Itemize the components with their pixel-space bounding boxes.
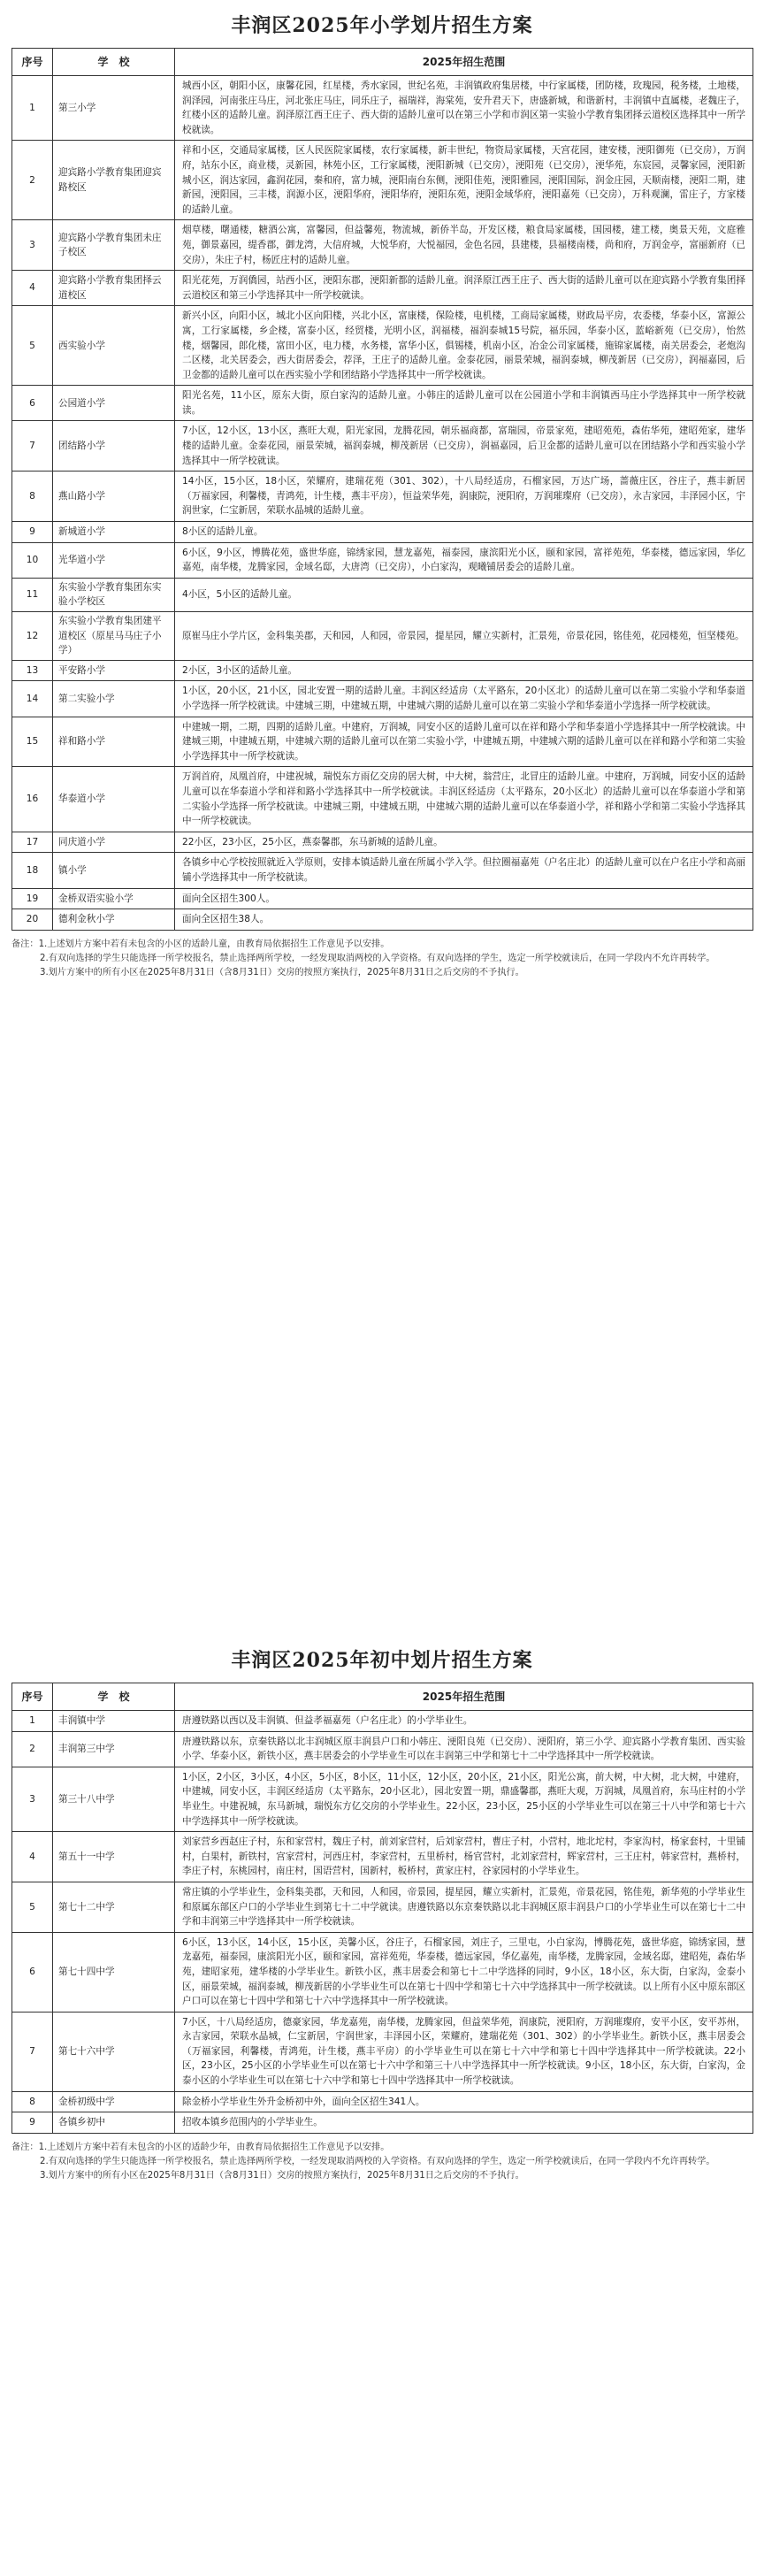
table-row xyxy=(12,578,753,611)
school-name: 新城道小学 xyxy=(53,522,175,543)
school-name: 平安路小学 xyxy=(53,660,175,681)
table-row xyxy=(12,2012,753,2091)
enrollment-range: 4小区，5小区的适龄儿童。 xyxy=(175,578,753,611)
row-number: 8 xyxy=(12,2091,53,2112)
school-name: 公园道小学 xyxy=(53,386,175,421)
enrollment-range: 招收本镇乡范围内的小学毕业生。 xyxy=(175,2112,753,2134)
school-name: 第三小学 xyxy=(53,76,175,141)
row-number: 2 xyxy=(12,141,53,220)
enrollment-range: 城西小区，朝阳小区，康馨花园，红星楼，秀水家园，世纪名苑，丰润镇政府集居楼，中行家属楼，团防楼，玫瑰园，税务楼，土地楼，润泽园，河南张庄马庄，河北张庄马庄，同乐庄子，福瑞祥，海棠苑，安升君天下，唐盛新城，和谐新村，丰润镇中直属楼，老魏庄子，红楼小区的适龄儿童。润泽原江西王庄子、西大街的适龄儿童可以在第三小学和市润区第一实验小学教育集团择云道校区选择其中一所学校就读。 xyxy=(175,76,753,141)
enrollment-range: 1小区，2小区，3小区，4小区，5小区，8小区，11小区，12小区，20小区，21小区，阳光公寓，前大树，中大树，北大树，中建府，中建城，同安小区，丰润区经适房（太平路东，20小区北），园北安置一期，鼎盛馨郡，燕旺大观，万润城，凤凰首府，东马庄村的小学毕业生。中建祝城，东马新城，瑞悦东方亿交房的小学毕业生。22小区，23小区，25小区的小学毕业生可以在第三十八中学和第七十六中学选择其中一所学校就读。 xyxy=(175,1767,753,1831)
row-number: 5 xyxy=(12,306,53,386)
table-row xyxy=(12,421,753,472)
table-row xyxy=(12,1932,753,2012)
table-row xyxy=(12,832,753,853)
row-number: 16 xyxy=(12,767,53,832)
school-name: 第二实验小学 xyxy=(53,681,175,717)
note-label: 备注： xyxy=(11,2142,39,2152)
table-row xyxy=(12,1711,753,1732)
school-name: 金桥初级中学 xyxy=(53,2091,175,2112)
table-row xyxy=(12,1882,753,1932)
enrollment-range: 6小区，13小区，14小区，15小区，美馨小区，谷庄子，石榴家园，刘庄子，三里屯，小白家沟，博腾花苑，盛世华庭，锦绣家园，慧龙嘉苑，福泰园，康滨阳光小区，颐和家园，富祥苑苑，华泰楼，德远家园，华亿嘉苑，南华楼，龙腾家园，金域名邸，建昭苑，森佑华苑，建昭家苑，建华楼的小学毕业生。新铁小区，燕丰居委会和第七十二中学选择的同时，9小区，18小区，东大街，白家沟，金泰小区，丽景荣城，福润泰城，柳茂新居的小学毕业生可以在第七十四中学和第七十六中学选择其中一所学校就读。以上所有小区中原东部区户口可以在第七十四中学和第七十六中学选择其中一所学校就读。 xyxy=(175,1932,753,2012)
table-row xyxy=(12,1731,753,1767)
enrollment-range: 万润首府，凤凰首府，中建祝城，瑞悦东方雨亿交房的居大树，中大树，翁营庄，北冒庄的适龄儿童。中建府，万润城，同安小区的适龄儿童可以在华泰道小学和祥和路小学选择其中一所学校就读。丰润区经适房（太平路东，20小区北）的适龄儿童可以在华泰道小学和第二实验小学选择一所学校就读。中建城三期，中建城五期，中建城六期的适龄儿童可以在华泰道小学，祥和路小学和第二实验小学选择其中一所学校就读。 xyxy=(175,767,753,832)
enrollment-range: 阳光花苑，万润僑园，站西小区，浭阳东郡，浭阳新都的适龄儿童。润泽原江西王庄子、西大街的适龄儿童可以在迎宾路小学教育集团择云道校区和第三小学选择其中一所学校就读。 xyxy=(175,271,753,306)
table-row xyxy=(12,522,753,543)
table-row xyxy=(12,306,753,386)
table-row xyxy=(12,472,753,522)
note-text: 1.上述划片方案中若有未包含的小区的适龄少年，由教育局依据招生工作意见予以安排。 xyxy=(38,2142,390,2152)
header-school: 学 校 xyxy=(53,1683,175,1711)
table-row xyxy=(12,612,753,661)
table-row xyxy=(12,1767,753,1831)
school-name: 迎宾路小学教育集团未庄子校区 xyxy=(53,220,175,271)
school-name: 各镇乡初中 xyxy=(53,2112,175,2134)
enrollment-range: 各镇乡中心学校按照就近入学原则，安排本镇适龄儿童在所属小学入学。但拉圈福嘉苑（户名庄北）的适龄儿童可以在户名庄小学和高丽铺小学选择其中一所学校就读。 xyxy=(175,853,753,888)
table-row xyxy=(12,767,753,832)
enrollment-range: 中建城一期，二期，四期的适龄儿童。中建府，万润城，同安小区的适龄儿童可以在祥和路小学和华泰道小学选择其中一所学校就读。中建城三期，中建城五期，中建城六期的适龄儿童可以在第二实验小学，中建城五期，中建城六期的适龄儿童可以在祥和路小学和第二实验小学选择其中一所学校就读。 xyxy=(175,717,753,767)
school-name: 西实验小学 xyxy=(53,306,175,386)
note-line xyxy=(11,2155,753,2169)
middle-notes xyxy=(11,2141,753,2183)
enrollment-range: 烟草楼，曙通楼，糖酒公寓，富馨园，但益馨苑，物流城，新侨半岛，开发区楼，粮食局家属楼，国园楼，建工楼，奥景天苑，文庭雅苑，御景嘉园，缇香郡，御龙湾，大信府城，大悦华府，大悦福园，金色名园，县建楼，县福楼南楼，尚和府，万润金亭，富丽新府（已交房），朱庄子村，杨匠庄村的适龄儿童。 xyxy=(175,220,753,271)
row-number: 2 xyxy=(12,1731,53,1767)
row-number: 8 xyxy=(12,472,53,522)
note-line xyxy=(11,966,753,980)
row-number: 7 xyxy=(12,421,53,472)
header-no: 序号 xyxy=(12,1683,53,1711)
note-label: 备注： xyxy=(11,939,39,949)
middle-table xyxy=(11,1683,753,2134)
row-number: 18 xyxy=(12,853,53,888)
primary-notes xyxy=(11,938,753,980)
note-text: 3.划片方案中的所有小区在2025年8月31日（含8月31日）交房的按照方案执行，2025年8月31日之后交房的不予执行。 xyxy=(40,2170,524,2181)
row-number: 6 xyxy=(12,386,53,421)
row-number: 19 xyxy=(12,888,53,909)
enrollment-range: 7小区，12小区，13小区，燕旺大观，阳光家园，龙腾花园，朝乐福商都，富瑞园，帝景家苑，建昭苑苑，森佑华苑，建昭苑家，建华楼的适龄儿童。金泰花园，丽景荣城，福润泰城，柳茂新居（已交房），润福嘉园，后卫金都的适龄儿童可以在团结路小学和西实验小学选择其中一所学校就读。 xyxy=(175,421,753,472)
primary-table xyxy=(11,48,753,931)
row-number: 12 xyxy=(12,612,53,661)
row-number: 3 xyxy=(12,220,53,271)
table-row xyxy=(12,141,753,220)
row-number: 6 xyxy=(12,1932,53,2012)
note-text: 1.上述划片方案中若有未包含的小区的适龄儿童，由教育局依据招生工作意见予以安排。 xyxy=(38,939,390,949)
note-text: 2.有双向选择的学生只能选择一所学校报名，禁止选择两所学校，一经发现取消两校的入学资格。有双向选择的学生，选定一所学校就读后，在同一学段内不允许再转学。 xyxy=(40,2156,715,2166)
school-name: 燕山路小学 xyxy=(53,472,175,522)
middle-school-section xyxy=(0,1647,764,2183)
table-row xyxy=(12,2091,753,2112)
row-number: 17 xyxy=(12,832,53,853)
enrollment-range: 8小区的适龄儿童。 xyxy=(175,522,753,543)
table-row xyxy=(12,2112,753,2134)
header-range: 2025年招生范围 xyxy=(175,1683,753,1711)
row-number: 1 xyxy=(12,76,53,141)
table-header-row xyxy=(12,1683,753,1711)
enrollment-range: 阳光名苑，11小区，原东大街，原白家沟的适龄儿童。小韩庄的适龄儿童可以在公园道小学和丰润镇西马庄小学选择其中一所学校就读。 xyxy=(175,386,753,421)
note-text: 3.划片方案中的所有小区在2025年8月31日（含8月31日）交房的按照方案执行，2025年8月31日之后交房的不予执行。 xyxy=(40,967,524,978)
row-number: 15 xyxy=(12,717,53,767)
table-row xyxy=(12,681,753,717)
enrollment-range: 6小区，9小区，博腾花苑，盛世华庭，锦绣家园，慧龙嘉苑，福泰园，康滨阳光小区，颐和家园，富祥苑苑，华泰楼，德远家园，华亿嘉苑，南华楼，龙腾家园，金域名邸，大唐湾（已交房），小白家沟，观曦铺居委会的适龄儿童。 xyxy=(175,542,753,578)
table-row xyxy=(12,888,753,909)
enrollment-range: 面向全区招生300人。 xyxy=(175,888,753,909)
table-row xyxy=(12,542,753,578)
enrollment-range: 唐遵铁路以西以及丰润镇、但益孝福嘉苑（户名庄北）的小学毕业生。 xyxy=(175,1711,753,1732)
enrollment-range: 14小区，15小区，18小区，荣耀府，建瑞花苑（301、302），十八局经适房，石榴家园，万达广场，蔷薇庄区，谷庄子，燕丰新居（万福家园，利馨楼，青鸿苑，计生楼，燕丰平房），恒益荣华苑，润康院，浭阳府，万润璀璨府（已交房），永吉家园，丰泽园小区，宇润世家，仁宝新居，荣联水晶城的适龄儿童。 xyxy=(175,472,753,522)
header-range: 2025年招生范围 xyxy=(175,49,753,76)
table-row xyxy=(12,660,753,681)
school-name: 第五十一中学 xyxy=(53,1832,175,1882)
table-row xyxy=(12,1832,753,1882)
school-name: 第七十六中学 xyxy=(53,2012,175,2091)
school-name: 丰润镇中学 xyxy=(53,1711,175,1732)
school-name: 东实验小学教育集团东实验小学校区 xyxy=(53,578,175,611)
table-row xyxy=(12,271,753,306)
header-school: 学 校 xyxy=(53,49,175,76)
enrollment-range: 新兴小区，向阳小区，城北小区向阳楼，兴北小区，富康楼，保险楼，电机楼，工商局家属楼，财政局平房，农委楼，华泰小区，富源公寓，工行家属楼，乡企楼，富泰小区，经贸楼，光明小区，润福楼，福润泰城15号院，福乐园，华泰小区，蓝峪新苑（已交房），怡然楼，烟馨园，郎化楼，富田小区，电力楼，水务楼，富华小区，俱锡楼，机南小区，冶金公司家属楼，施锦家属楼，南关居委会，老炮沟二区楼，北关居委会，西大街居委会，荐泽，王庄子的适龄儿童。金泰花园，丽景荣城，福润泰城，柳茂新居（已交房），润福嘉园，后卫金都的适龄儿童可以在西实验小学和团结路小学选择其中一所学校就读。 xyxy=(175,306,753,386)
enrollment-range: 唐遵铁路以东，京秦铁路以北丰润城区原丰润县户口和小韩庄、浭阳良苑（已交房）、浭阳府，第三小学、迎宾路小学教育集团、西实验小学、华泰小区，新铁小区，燕丰居委会的小学毕业生可以在丰润第三中学和第七十二中学选择其中一所学校就读。 xyxy=(175,1731,753,1767)
row-number: 20 xyxy=(12,909,53,931)
row-number: 3 xyxy=(12,1767,53,1831)
table-row xyxy=(12,220,753,271)
enrollment-range: 面向全区招生38人。 xyxy=(175,909,753,931)
school-name: 迎宾路小学教育集团迎宾路校区 xyxy=(53,141,175,220)
row-number: 9 xyxy=(12,522,53,543)
enrollment-range: 7小区，十八局经适房，德豪家园，华龙嘉苑，南华楼，龙腾家园，但益荣华苑，润康院，浭阳府，万润璀璨府，安平小区，安平苏州，永吉家园，荣联水晶城，仁宝新居，宇润世家，丰泽园小区，荣耀府，建瑞花苑（301、302）的小学毕业生。新铁小区，燕丰居委会（万福家园，利馨楼，青鸿苑，计生楼，燕丰平房）的小学毕业生可以在第七十六中学和第七十四中学选择其中一所学校就读。22小区，23小区，25小区的小学毕业生可以在第七十六中学和第三十八中学选择其中一所学校就读。9小区，18小区，东大街，白家沟，金泰小区的小学毕业生可以在第七十六中学和第七十四中学选择其中一所学校就读。 xyxy=(175,2012,753,2091)
table-row xyxy=(12,76,753,141)
row-number: 10 xyxy=(12,542,53,578)
school-name: 团结路小学 xyxy=(53,421,175,472)
row-number: 4 xyxy=(12,271,53,306)
row-number: 9 xyxy=(12,2112,53,2134)
row-number: 5 xyxy=(12,1882,53,1932)
note-line xyxy=(11,2169,753,2183)
row-number: 14 xyxy=(12,681,53,717)
enrollment-range: 22小区，23小区，25小区，燕泰馨郡，东马新城的适龄儿童。 xyxy=(175,832,753,853)
row-number: 11 xyxy=(12,578,53,611)
enrollment-range: 常庄镇的小学毕业生，金科集美郡，天和园，人和园，帝景园，提星园，耀立实新村，汇景苑，帝景花园，铭佳苑，新华苑的小学毕业生和原属东部区户口的小学毕业生到第七十二中学就读。唐遵铁路以东京秦铁路以北丰润城区原丰润县户口的小学毕业生可以在第七十二中学和丰润第三中学选择其中一所学校就读。 xyxy=(175,1882,753,1932)
row-number: 7 xyxy=(12,2012,53,2091)
table-row xyxy=(12,909,753,931)
school-name: 祥和路小学 xyxy=(53,717,175,767)
primary-school-section xyxy=(0,12,764,980)
school-name: 丰润第三中学 xyxy=(53,1731,175,1767)
enrollment-range: 1小区，20小区，21小区，园北安置一期的适龄儿童。丰润区经适房（太平路东，20小区北）的适龄儿童可以在第二实验小学和华泰道小学选择一所学校就读。中建城三期，中建城五期，中建城六期的适龄儿童可以在第二实验小学和华泰道小学选择一所学校就读。 xyxy=(175,681,753,717)
enrollment-range: 除金桥小学毕业生外升金桥初中外，面向全区招生341人。 xyxy=(175,2091,753,2112)
school-name: 德利金秋小学 xyxy=(53,909,175,931)
table-row xyxy=(12,853,753,888)
row-number: 4 xyxy=(12,1832,53,1882)
header-no: 序号 xyxy=(12,49,53,76)
note-text: 2.有双向选择的学生只能选择一所学校报名，禁止选择两所学校，一经发现取消两校的入学资格。有双向选择的学生，选定一所学校就读后，在同一学段内不允许再转学。 xyxy=(40,953,715,963)
primary-title: 丰润区2025年小学划片招生方案 xyxy=(231,14,533,37)
note-line xyxy=(11,938,753,952)
school-name: 金桥双语实验小学 xyxy=(53,888,175,909)
school-name: 迎宾路小学教育集团择云道校区 xyxy=(53,271,175,306)
school-name: 第七十二中学 xyxy=(53,1882,175,1932)
enrollment-range: 2小区，3小区的适龄儿童。 xyxy=(175,660,753,681)
note-line xyxy=(11,952,753,966)
enrollment-range: 原崔马庄小学片区，金科集美郡，天和园，人和园，帝景园，提星园，耀立实新村，汇景苑，帝景花园，铭佳苑，花园楼苑，恒坚楼苑。 xyxy=(175,612,753,661)
school-name: 第七十四中学 xyxy=(53,1932,175,2012)
middle-title: 丰润区2025年初中划片招生方案 xyxy=(231,1649,533,1672)
school-name: 同庆道小学 xyxy=(53,832,175,853)
enrollment-range: 刘家营乡西赵庄子村，东和家营村，魏庄子村，前刘家营村，后刘家营村，曹庄子村，小营村，地北坨村，李家沟村，杨家套村，十里铺村，白果村，新铁村，宫家营村，河西庄村，李家营村，五里桥村，杨官营村，北刘家营村，辉家营村，三王庄村，韩家营村，燕桥村，李庄子村，东桃园村，南庄村，国语营村，国新村，板桥村，黄家庄村，谷家园村的小学毕业生。 xyxy=(175,1832,753,1882)
note-line xyxy=(11,2141,753,2155)
row-number: 1 xyxy=(12,1711,53,1732)
school-name: 镇小学 xyxy=(53,853,175,888)
school-name: 第三十八中学 xyxy=(53,1767,175,1831)
school-name: 光华道小学 xyxy=(53,542,175,578)
table-header-row xyxy=(12,49,753,76)
table-row xyxy=(12,717,753,767)
school-name: 华泰道小学 xyxy=(53,767,175,832)
school-name: 东实验小学教育集团建平道校区（原星马马庄子小学） xyxy=(53,612,175,661)
table-row xyxy=(12,386,753,421)
enrollment-range: 祥和小区，交通局家属楼，区人民医院家属楼，农行家属楼，新丰世纪，物资局家属楼，天宫花园，建安楼，浭阳御苑（已交房），万润府，站东小区，商业楼，灵新园，林苑小区，工行家属楼，浭阳新城（已交房），浭阳苑（已交房），浭华苑，东宸园，灵馨家园，浭阳新城小区，润达家园，鑫润花园，秦和府，富力城，浭阳南台东侧，浭阳佳苑，浭阳雅园，浭阳国际，润金庄园，天顺南楼，浭阳二期，建新园，浭阳园，三丰楼，润源小区，浭阳华府，浭阳华府，浭阳东苑，浭阳金域华府，浭阳嘉苑（已交房），万科观澜，雷庄子，方家楼的适龄儿童。 xyxy=(175,141,753,220)
row-number: 13 xyxy=(12,660,53,681)
